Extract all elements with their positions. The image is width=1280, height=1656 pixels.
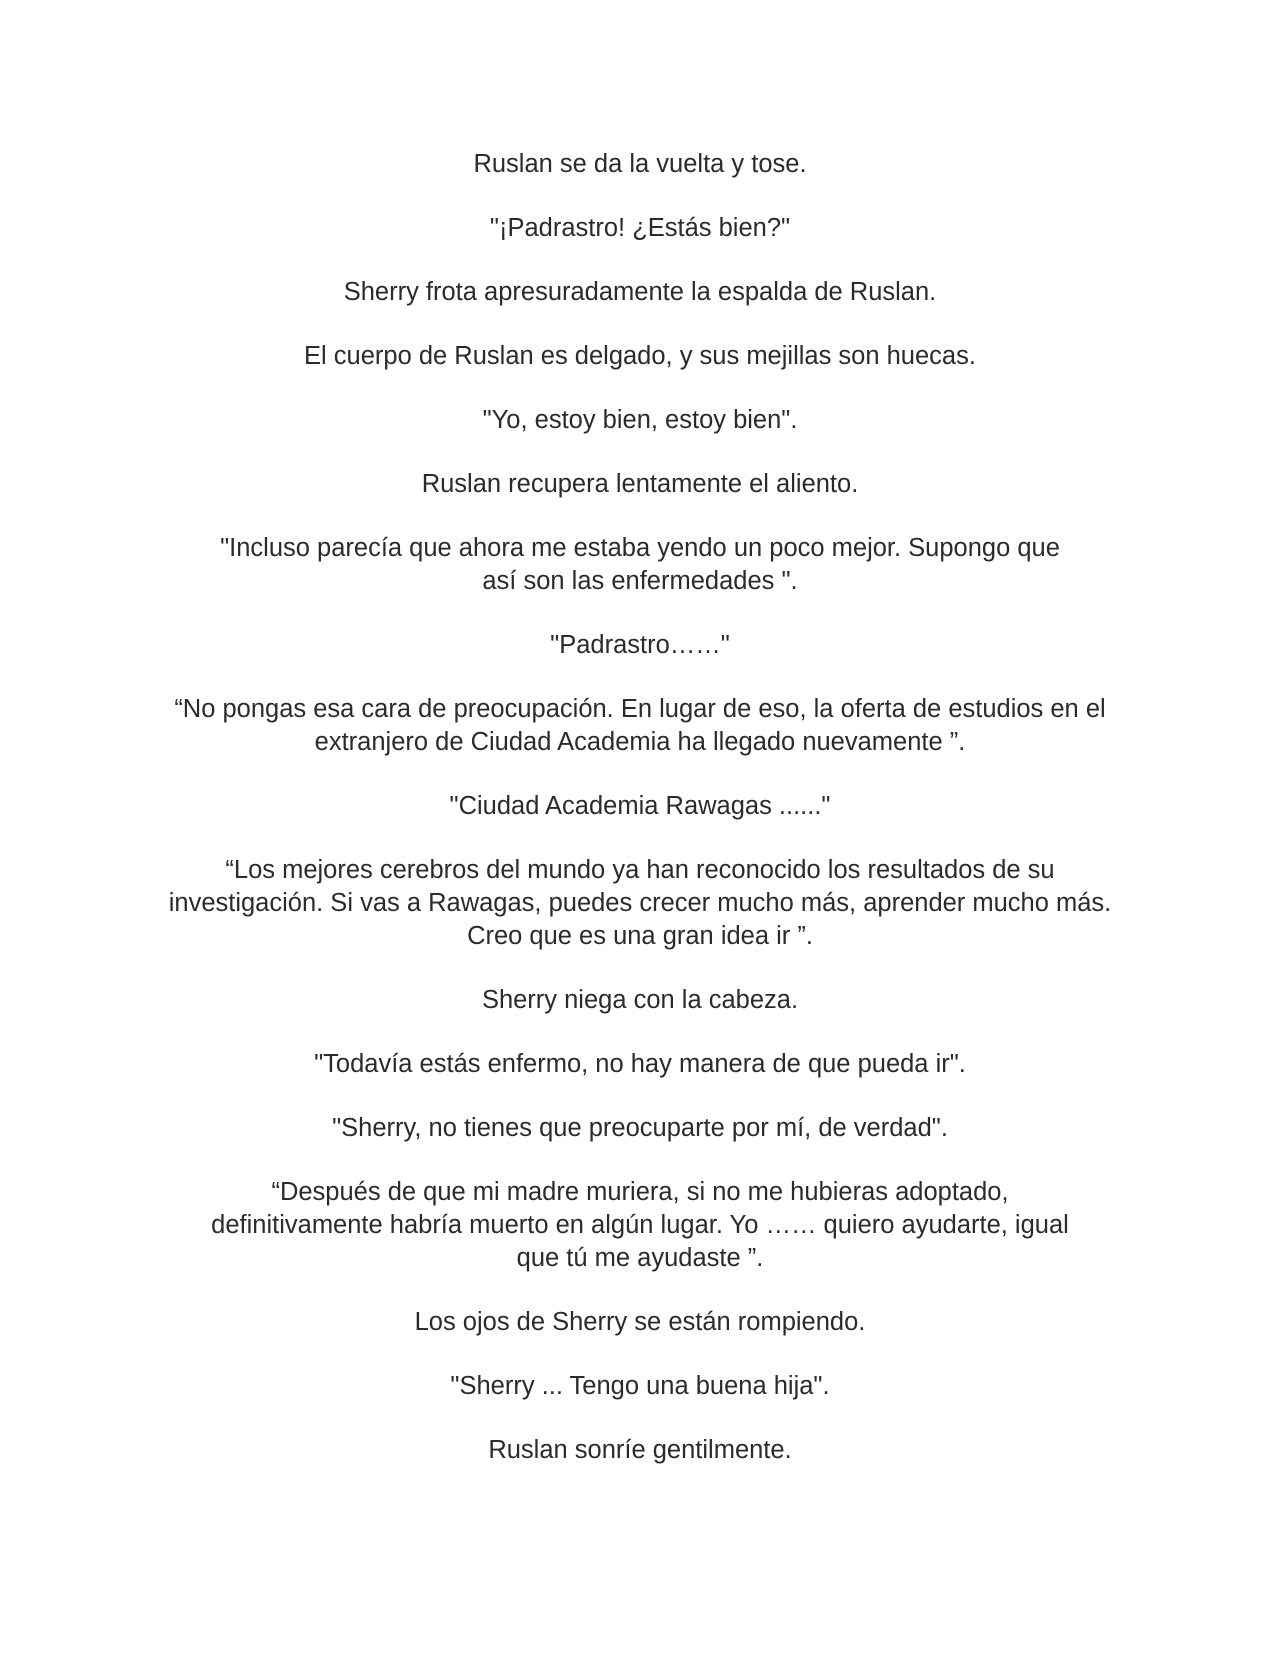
paragraph: Ruslan sonríe gentilmente.	[488, 1436, 792, 1464]
paragraph: "Todavía estás enfermo, no hay manera de que pueda ir".	[314, 1050, 966, 1078]
paragraph: Sherry frota apresuradamente la espalda de Ruslan.	[343, 278, 937, 306]
paragraph: "Incluso parecía que ahora me estaba yendo un poco mejor. Supongo que así son las enfermedades ".	[220, 534, 1060, 595]
paragraph: "Ciudad Academia Rawagas ......"	[449, 792, 831, 820]
paragraph: "Padrastro……"	[550, 631, 730, 659]
paragraph: "Yo, estoy bien, estoy bien".	[482, 406, 798, 434]
paragraph: “No pongas esa cara de preocupación. En lugar de eso, la oferta de estudios en el extranjero de Ciudad Academia ha llegado nuevamente ”.	[174, 695, 1106, 756]
paragraph: “Los mejores cerebros del mundo ya han reconocido los resultados de su investigación. Si vas a Rawagas, puedes crecer mucho más, aprender mucho más. Creo que es una gran idea ir ”.	[168, 856, 1112, 950]
paragraph: "¡Padrastro! ¿Estás bien?"	[489, 214, 791, 242]
paragraph: "Sherry ... Tengo una buena hija".	[450, 1372, 830, 1400]
paragraph: El cuerpo de Ruslan es delgado, y sus mejillas son huecas.	[304, 342, 976, 370]
document-body	[170, 148, 1110, 1498]
paragraph: Ruslan recupera lentamente el aliento.	[421, 470, 859, 498]
paragraph: “Después de que mi madre muriera, si no me hubieras adoptado, definitivamente habría muerto en algún lugar. Yo …… quiero ayudarte, igual que tú me ayudaste ”.	[211, 1178, 1069, 1272]
paragraph: Los ojos de Sherry se están rompiendo.	[414, 1308, 866, 1336]
paragraph: "Sherry, no tienes que preocuparte por mí, de verdad".	[332, 1114, 948, 1142]
paragraph: Sherry niega con la cabeza.	[481, 986, 799, 1014]
paragraph: Ruslan se da la vuelta y tose.	[473, 150, 807, 178]
